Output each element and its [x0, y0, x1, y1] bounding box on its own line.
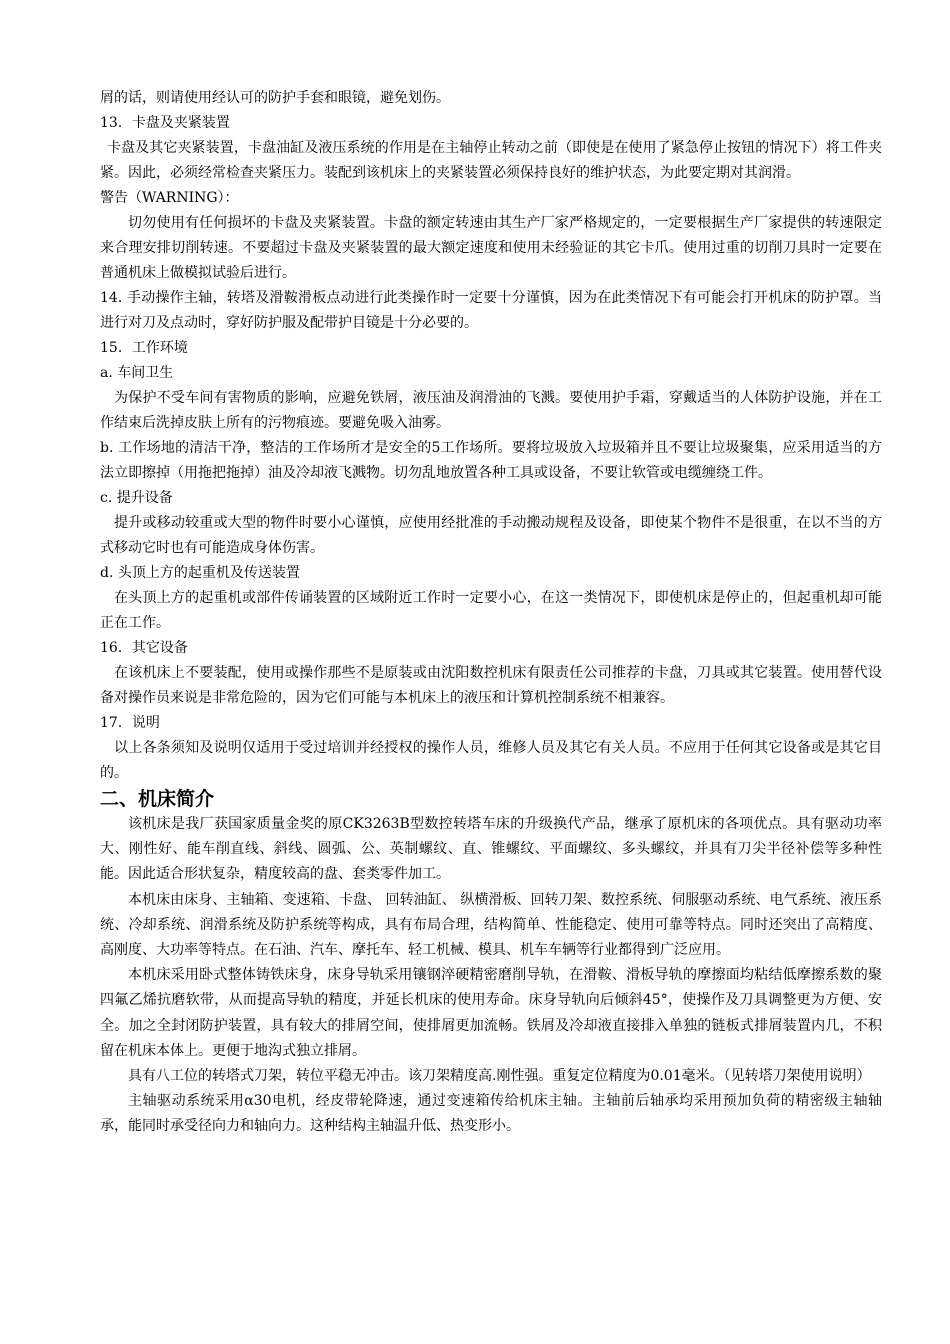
item-17-text: 以上各条须知及说明仅适用于受过培训并经授权的操作人员，维修人员及其它有关人员。不应用于任何其它设备或是其它目的。: [100, 740, 882, 781]
machine-intro-paragraph-1: 该机床是我厂获国家质量金奖的原CK3263B型数控转塔车床的升级换代产品，继承了原机床的各项优点。具有驱动功率大、刚性好、能车削直线、斜线、圆弧、公、英制螺纹、直、锥螺纹、平面螺纹、多头螺纹，并具有刀尖半径补偿等多种性能。因此适合形状复杂，精度较高的盘、套类零件加工。: [100, 816, 882, 883]
item-13-text: 卡盘及其它夹紧装置，卡盘油缸及液压系统的作用是在主轴停止转动之前（即使是在使用了紧急停止按钮的情况下）将工件夹紧。因此，必须经常检查夹紧压力。装配到该机床上的夹紧装置必须保持良好的维护状态，为此要定期对其润滑。: [100, 140, 882, 181]
item-15d-heading: d. 头顶上方的起重机及传送装置: [100, 565, 300, 581]
item-15c-text: 提升或移动较重或大型的物件时要小心谨慎，应使用经批准的手动搬动规程及设备，即使某个物件不是很重，在以不当的方式移动它时也有可能造成身体伤害。: [100, 515, 882, 556]
document-page: [100, 86, 882, 1140]
machine-intro-paragraph-2: 本机床由床身、主轴箱、变速箱、卡盘、 回转油缸、 纵横滑板、回转刀架、数控系统、伺服驱动系统、电气系统、液压系统、冷却系统、润滑系统及防护系统等构成，具有布局合理，结构简单、性能稳定、使用可靠等特点。同时还突出了高精度、高刚度、大功率等特点。在石油、汽车、摩托车、轻工机械、模具、机车车辆等行业都得到广泛应用。: [100, 891, 882, 959]
item-13-heading: 13．卡盘及夹紧装置: [100, 115, 230, 131]
machine-intro-paragraph-4: 具有八工位的转塔式刀架，转位平稳无冲击。该刀架精度高.刚性强。重复定位精度为0.01毫米。（见转塔刀架使用说明）: [128, 1068, 871, 1085]
section-2-title: 二、机床简介: [100, 788, 215, 810]
item-17-heading: 17．说明: [100, 715, 160, 731]
item-14-text: 14. 手动操作主轴，转塔及滑鞍滑板点动进行此类操作时一定要十分谨慎，因为在此类情况下有可能会打开机床的防护罩。当进行对刀及点动时，穿好防护服及配带护目镜是十分必要的。: [100, 290, 882, 331]
machine-intro-paragraph-5: 主轴驱动系统采用α30电机，经皮带轮降速，通过变速箱传给机床主轴。主轴前后轴承均采用预加负荷的精密级主轴轴承，能同时承受径向力和轴向力。这种结构主轴温升低、热变形小。: [100, 1093, 882, 1135]
warning-label: 警告（WARNING）：: [100, 190, 239, 206]
item-15b-text: b. 工作场地的清洁干净，整洁的工作场所才是安全的5工作场所。要将垃圾放入垃圾箱并且不要让垃圾聚集，应采用适当的方法立即擦掉（用拖把拖掉）油及冷却液飞溅物。切勿乱地放置各种工具或设备，不要让软管或电缆缠绕工件。: [100, 440, 882, 481]
item-16-text: 在该机床上不要装配，使用或操作那些不是原装或由沈阳数控机床有限责任公司推荐的卡盘，刀具或其它装置。使用替代设备对操作员来说是非常危险的，因为它们可能与本机床上的液压和计算机控制系统不相兼容。: [100, 665, 882, 706]
section-2-body: [100, 812, 882, 1140]
item-15-heading: 15．工作环境: [100, 340, 188, 356]
item-15a-text: 为保护不受车间有害物质的影响，应避免铁屑，液压油及润滑油的飞溅。要使用护手霜，穿戴适当的人体防护设施，并在工作结束后洗掉皮肤上所有的污物痕迹。要避免吸入油雾。: [100, 390, 882, 431]
machine-intro-paragraph-3: 本机床采用卧式整体铸铁床身，床身导轨采用镶钢淬硬精密磨削导轨，在滑鞍、滑板导轨的摩擦面均粘结低摩擦系数的聚四氟乙烯抗磨软带，从而提高导轨的精度，并延长机床的使用寿命。床身导轨向后倾斜45°，使操作及刀具调整更为方便、安全。加之全封闭防护装置，具有较大的排屑空间，使排屑更加流畅。铁屑及冷却液直接排入单独的链板式排屑装置内几，不积留在机床本体上。更便于地沟式独立排屑。: [100, 967, 882, 1059]
item-16-heading: 16．其它设备: [100, 640, 188, 656]
paragraph-continuation: 屑的话，则请使用经认可的防护手套和眼镜，避免划伤。: [100, 90, 450, 106]
item-15d-text: 在头顶上方的起重机或部件传诵装置的区域附近工作时一定要小心，在这一类情况下，即使机床是停止的，但起重机却可能正在工作。: [100, 590, 882, 631]
warning-text: 切勿使用有任何损坏的卡盘及夹紧装置。卡盘的额定转速由其生产厂家严格规定的，一定要根据生产厂家提供的转速限定来合理安排切削转速。不要超过卡盘及夹紧装置的最大额定速度和使用未经验证的其它卡爪。使用过重的切削刀具时一定要在普通机床上做模拟试验后进行。: [100, 215, 882, 281]
item-15c-heading: c. 提升设备: [100, 490, 173, 506]
item-15a-heading: a. 车间卫生: [100, 365, 174, 381]
